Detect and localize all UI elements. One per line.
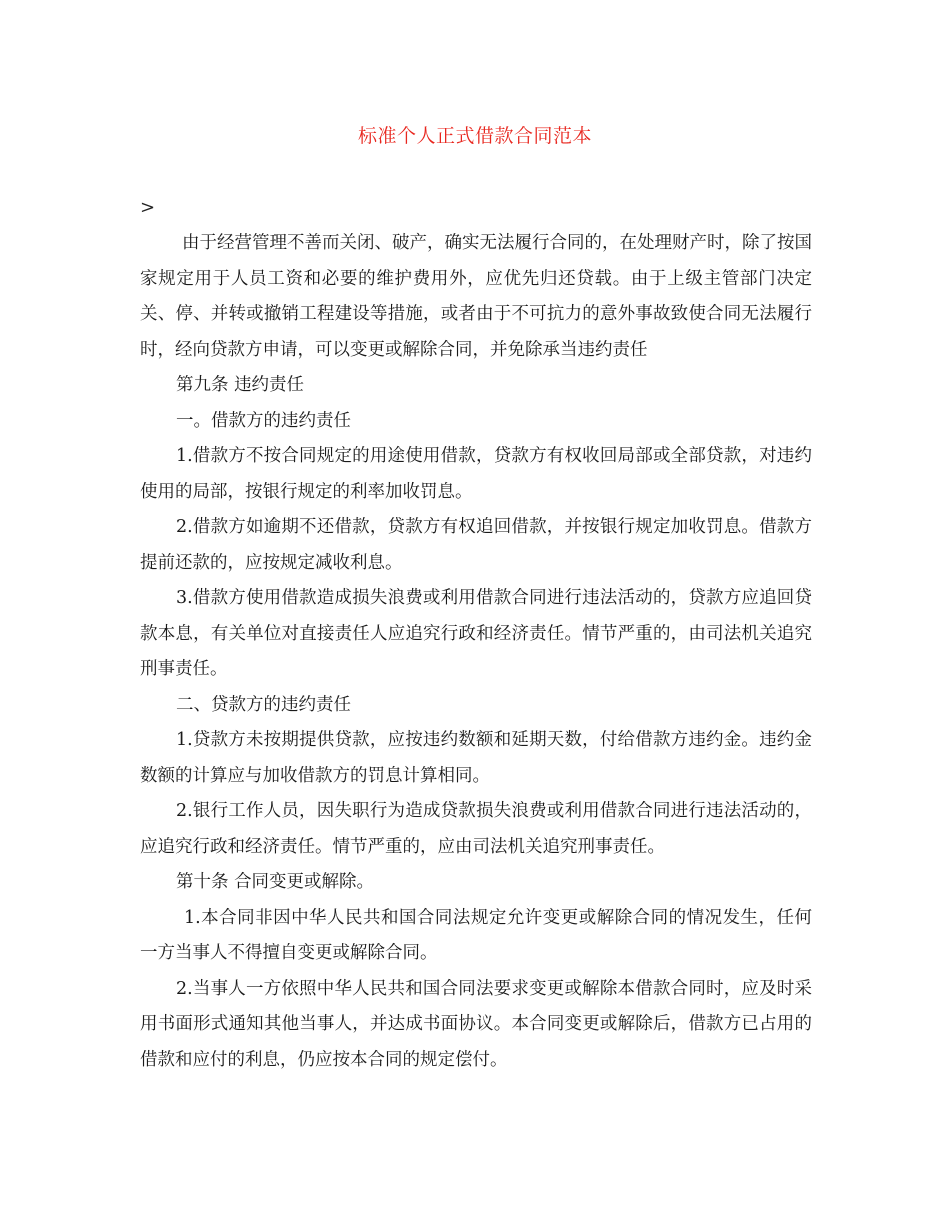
paragraph-dissolution: 由于经营管理不善而关闭、破产，确实无法履行合同的，在处理财产时，除了按国家规定用于人员工资和必要的维护费用外，应优先归还贷载。由于上级主管部门决定关、停、并转或撤销工程建设等措施，或者由于不可抗力的意外事故致使合同无法履行时，经向贷款方申请，可以变更或解除合同，并免除承当违约责任 xyxy=(140,233,812,360)
heading-borrower-liability: 一。借款方的违约责任 xyxy=(176,410,351,431)
paragraph-change-2: 2.当事人一方依照中华人民共和国合同法要求变更或解除本借款合同时，应及时采用书面形式通知其他当事人，并达成书面协议。本合同变更或解除后，借款方已占用的借款和应付的利息，仍应按本合同的规定偿付。 xyxy=(140,978,812,1070)
chevron-marker: > xyxy=(140,197,156,218)
heading-lender-liability: 二、贷款方的违约责任 xyxy=(176,694,351,715)
paragraph-lender-2: 2.银行工作人员，因失职行为造成贷款损失浪费或利用借款合同进行违法活动的，应追究行政和经济责任。情节严重的，应由司法机关追究刑事责任。 xyxy=(140,801,812,857)
heading-article-10: 第十条 合同变更或解除。 xyxy=(176,872,375,892)
paragraph-change-1: 1.本合同非因中华人民共和国合同法规定允许变更或解除合同的情况发生，任何一方当事人不得擅自变更或解除合同。 xyxy=(140,907,812,963)
paragraph-borrower-2: 2.借款方如逾期不还借款，贷款方有权追回借款，并按银行规定加收罚息。借款方提前还款的，应按规定减收利息。 xyxy=(140,517,812,573)
paragraph-borrower-3: 3.借款方使用借款造成损失浪费或利用借款合同进行违法活动的，贷款方应追回贷款本息，有关单位对直接责任人应追究行政和经济责任。情节严重的，由司法机关追究刑事责任。 xyxy=(140,588,812,679)
document-title: 标准个人正式借款合同范本 xyxy=(357,125,592,147)
paragraph-borrower-1: 1.借款方不按合同规定的用途使用借款，贷款方有权收回局部或全部贷款，对违约使用的局部，按银行规定的利率加收罚息。 xyxy=(140,446,812,502)
heading-article-9: 第九条 违约责任 xyxy=(176,375,305,395)
paragraph-lender-1: 1.贷款方未按期提供贷款，应按违约数额和延期天数，付给借款方违约金。违约金数额的计算应与加收借款方的罚息计算相同。 xyxy=(140,730,812,786)
document-body xyxy=(140,226,812,1078)
